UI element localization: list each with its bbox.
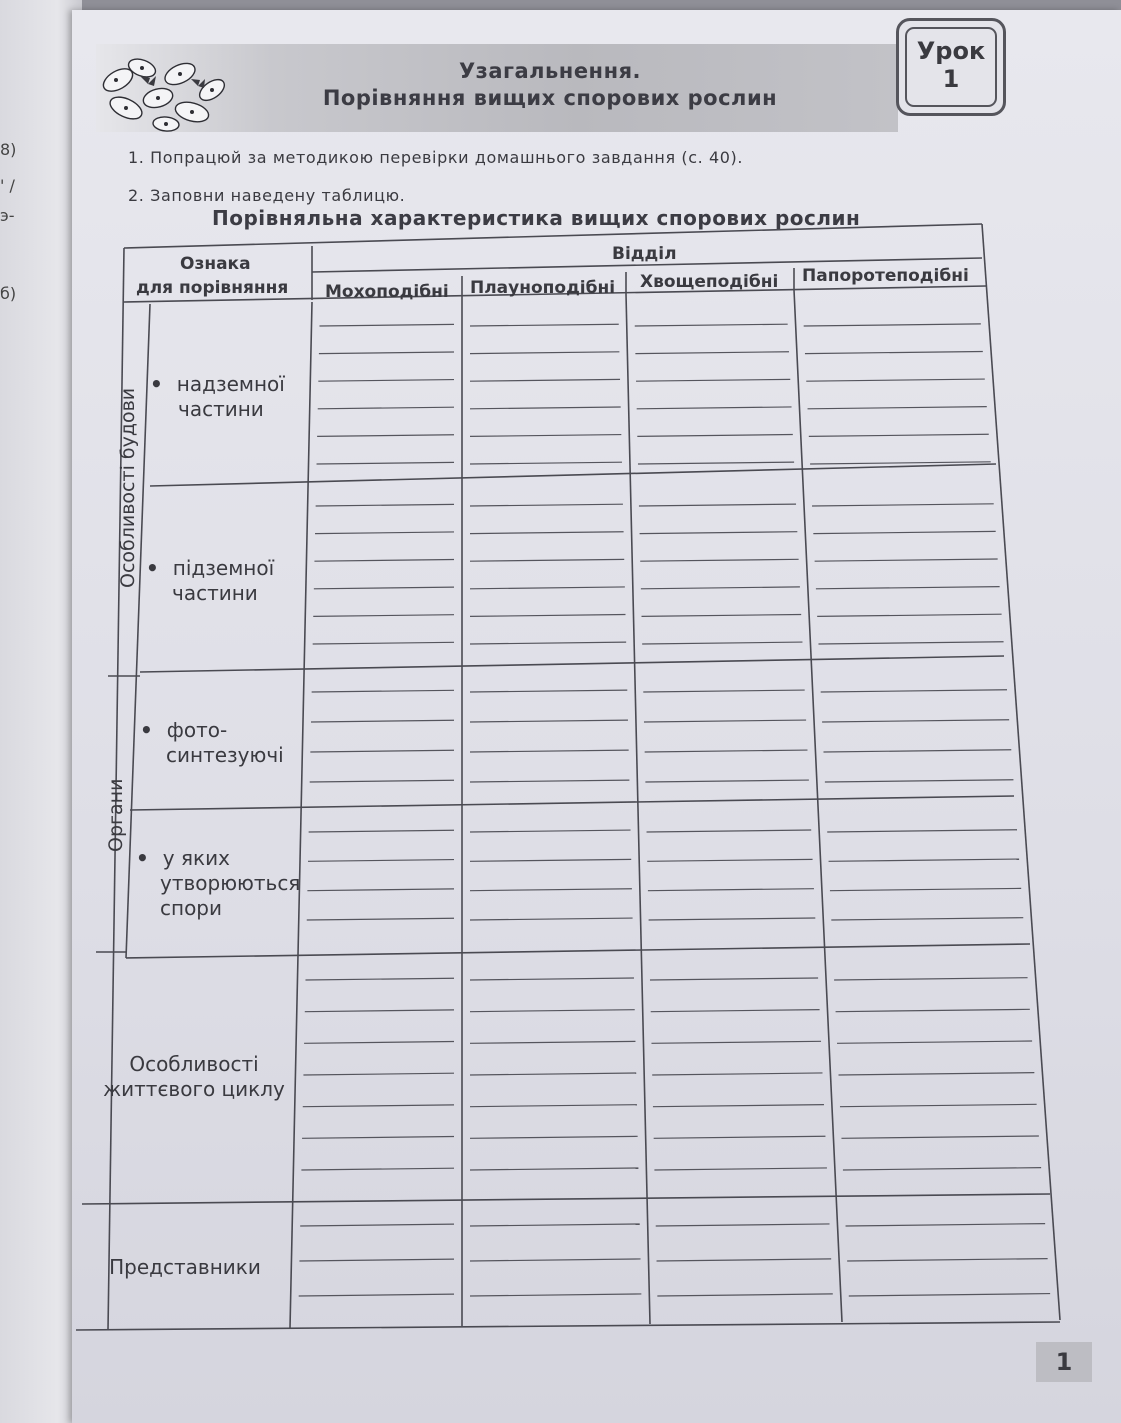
column-divider: [290, 302, 312, 1328]
answer-blank-line: [299, 1259, 454, 1261]
answer-blank-line: [470, 918, 633, 920]
answer-blank-line: [812, 504, 994, 506]
answer-blank-line: [314, 560, 454, 562]
answer-blank-line: [470, 1224, 640, 1226]
answer-blank-line: [318, 380, 454, 382]
answer-blank-line: [640, 559, 798, 561]
lesson-badge-label: Урок: [916, 37, 986, 65]
table-border-right: [982, 224, 1060, 1320]
answer-blank-line: [650, 978, 818, 980]
answer-blank-line: [470, 889, 632, 891]
column-divider: [794, 290, 842, 1322]
answer-blank-line: [470, 352, 619, 354]
row-label-aboveground: • надземної частини: [150, 372, 285, 421]
answer-blank-line: [635, 352, 789, 354]
answer-blank-line: [637, 435, 792, 437]
lesson-title-line2: Порівняння вищих спорових рослин: [322, 86, 778, 110]
column-header-horsetails: Хвощеподібні: [640, 272, 779, 292]
answer-blank-line: [823, 750, 1011, 752]
answer-blank-line: [470, 379, 620, 381]
answer-blank-line: [805, 351, 983, 353]
answer-blank-line: [313, 615, 454, 617]
answer-blank-line: [822, 720, 1009, 722]
answer-blank-line: [319, 352, 454, 354]
row-divider: [82, 1194, 1050, 1204]
answer-blank-line: [657, 1294, 832, 1296]
answer-blank-line: [470, 830, 631, 832]
answer-blank-line: [470, 559, 624, 561]
answer-blank-line: [317, 462, 454, 464]
answer-blank-line: [846, 1224, 1046, 1226]
group-label-structure: Особливості будови: [117, 387, 139, 588]
answer-blank-line: [825, 780, 1014, 782]
bullet: •: [146, 556, 159, 580]
answer-blank-line: [804, 324, 981, 326]
table-title: Порівняльна характеристика вищих спорових рослин: [212, 206, 861, 230]
answer-blank-line: [654, 1136, 826, 1138]
answer-blank-line: [470, 690, 627, 692]
lesson-title-line1: Узагальнення.: [458, 59, 642, 83]
lesson-badge-number: 1: [942, 65, 960, 93]
row-label-underground: • підземної частини: [146, 556, 275, 605]
answer-blank-line: [656, 1224, 830, 1226]
answer-blank-line: [470, 1041, 635, 1043]
answer-blank-line: [470, 587, 625, 589]
answer-blank-line: [827, 830, 1017, 832]
row-label-spore-organs: • у яких утворюються спори: [136, 846, 301, 920]
column-header-ferns: Папоротеподібні: [802, 266, 969, 286]
answer-blank-line: [470, 532, 624, 534]
answer-blank-line: [640, 532, 798, 534]
answer-blank-line: [648, 889, 814, 891]
answer-blank-line: [840, 1104, 1037, 1106]
answer-blank-line: [809, 434, 989, 436]
answer-blank-line: [821, 690, 1007, 692]
answer-blank-line: [652, 1073, 822, 1075]
answer-blank-line: [841, 1136, 1038, 1138]
row-divider: [150, 464, 996, 486]
feature-header-line1: Ознака: [180, 254, 251, 274]
answer-blank-line: [837, 1041, 1032, 1043]
answer-blank-line: [470, 1168, 638, 1170]
answer-blank-line: [470, 978, 634, 980]
answer-blank-line: [312, 690, 454, 692]
answer-blank-line: [830, 888, 1021, 890]
answer-blank-line: [816, 587, 1000, 589]
answer-blank-line: [470, 1294, 641, 1296]
answer-blank-line: [651, 1010, 820, 1012]
answer-blank-line: [311, 720, 454, 722]
table-border-bottom: [76, 1322, 1060, 1330]
answer-blank-line: [317, 435, 454, 437]
answer-blank-line: [813, 531, 995, 533]
row-divider: [140, 656, 1004, 672]
answer-blank-line: [808, 407, 987, 409]
group-label-organs: Органи: [105, 778, 127, 852]
answer-blank-line: [817, 614, 1001, 616]
answer-blank-line: [644, 720, 806, 722]
answer-blank-line: [470, 462, 622, 464]
answer-blank-line: [643, 690, 804, 692]
answer-blank-line: [649, 918, 816, 920]
answer-blank-line: [470, 504, 623, 506]
row-label-photosynthetic: • фото- синтезуючі: [140, 718, 284, 767]
edge-text: ' /: [0, 176, 15, 195]
bullet: •: [150, 372, 163, 396]
edge-text: э-: [0, 206, 15, 225]
answer-blank-line: [470, 720, 628, 722]
answer-blank-line: [318, 407, 454, 409]
answer-blank-line: [303, 1073, 454, 1075]
answer-blank-line: [470, 642, 626, 644]
column-header-clubmosses: Плауноподібні: [470, 278, 616, 298]
answer-blank-line: [313, 642, 454, 644]
row-label-representatives: Представники: [109, 1255, 261, 1279]
answer-blank-line: [815, 559, 998, 561]
feature-header-line2: для порівняння: [136, 278, 289, 298]
answer-blank-line: [310, 780, 454, 782]
instruction-2: 2. Заповни наведену таблицю.: [128, 186, 406, 205]
answer-blank-line: [647, 830, 812, 832]
answer-blank-line: [836, 1009, 1030, 1011]
answer-blank-line: [635, 324, 788, 326]
edge-text: б): [0, 284, 17, 303]
column-header-mosses: Мохоподібні: [325, 282, 449, 302]
edge-text: 8): [0, 140, 17, 159]
answer-blank-line: [654, 1168, 827, 1170]
answer-blank-line: [309, 830, 454, 832]
answer-blank-line: [470, 780, 629, 782]
answer-blank-line: [834, 978, 1027, 980]
answer-blank-line: [305, 978, 454, 980]
column-divider: [626, 294, 650, 1324]
answer-blank-line: [847, 1259, 1047, 1261]
answer-blank-line: [316, 504, 454, 506]
answer-blank-line: [829, 859, 1020, 861]
answer-blank-line: [831, 918, 1023, 920]
answer-blank-line: [645, 780, 809, 782]
answer-blank-line: [651, 1041, 821, 1043]
answer-blank-line: [470, 859, 631, 861]
division-header: Відділ: [612, 244, 677, 264]
answer-blank-line: [818, 642, 1003, 644]
answer-blank-line: [304, 1042, 454, 1044]
instruction-1: 1. Попрацюй за методикою перевірки домашнього завдання (с. 40).: [128, 148, 744, 167]
answer-blank-line: [307, 889, 454, 891]
answer-blank-line: [310, 750, 454, 752]
table-border-top: [124, 224, 982, 248]
answer-blank-line: [305, 1010, 454, 1012]
answer-blank-line: [642, 642, 802, 644]
answer-blank-line: [470, 407, 621, 409]
answer-blank-line: [319, 324, 454, 326]
answer-blank-line: [303, 1105, 454, 1107]
row-divider: [130, 796, 1014, 810]
answer-blank-line: [470, 1073, 636, 1075]
answer-blank-line: [300, 1224, 454, 1226]
page-number: 1: [1036, 1342, 1092, 1382]
answer-blank-line: [470, 1136, 638, 1138]
answer-blank-line: [657, 1259, 832, 1261]
answer-blank-line: [653, 1105, 824, 1107]
answer-blank-line: [470, 615, 626, 617]
answer-blank-line: [308, 860, 454, 862]
answer-blank-line: [642, 614, 802, 616]
answer-blank-line: [470, 1010, 635, 1012]
answer-blank-line: [839, 1073, 1035, 1075]
answer-blank-line: [638, 462, 794, 464]
row-divider: [126, 944, 1030, 958]
row-label-life-cycle: Особливості життєвого циклу: [103, 1052, 285, 1101]
answer-blank-line: [647, 859, 812, 861]
answer-blank-line: [639, 504, 796, 506]
answer-blank-line: [470, 1259, 641, 1261]
answer-blank-line: [645, 750, 808, 752]
answer-blank-line: [299, 1294, 454, 1296]
answer-blank-line: [315, 532, 454, 534]
answer-blank-line: [636, 379, 790, 381]
answer-blank-line: [843, 1168, 1041, 1170]
answer-blank-line: [810, 462, 991, 464]
answer-blank-line: [470, 750, 629, 752]
answer-blank-line: [307, 918, 454, 920]
answer-blank-line: [314, 587, 454, 589]
answer-blank-line: [849, 1294, 1050, 1296]
answer-blank-line: [641, 587, 800, 589]
answer-blank-line: [470, 435, 621, 437]
answer-blank-line: [470, 1105, 637, 1107]
answer-blank-line: [301, 1168, 454, 1170]
answer-blank-line: [637, 407, 792, 409]
answer-blank-line: [806, 379, 985, 381]
bullet: •: [136, 846, 149, 870]
bullet: •: [140, 718, 153, 742]
answer-blank-line: [470, 324, 619, 326]
answer-blank-line: [302, 1137, 454, 1139]
